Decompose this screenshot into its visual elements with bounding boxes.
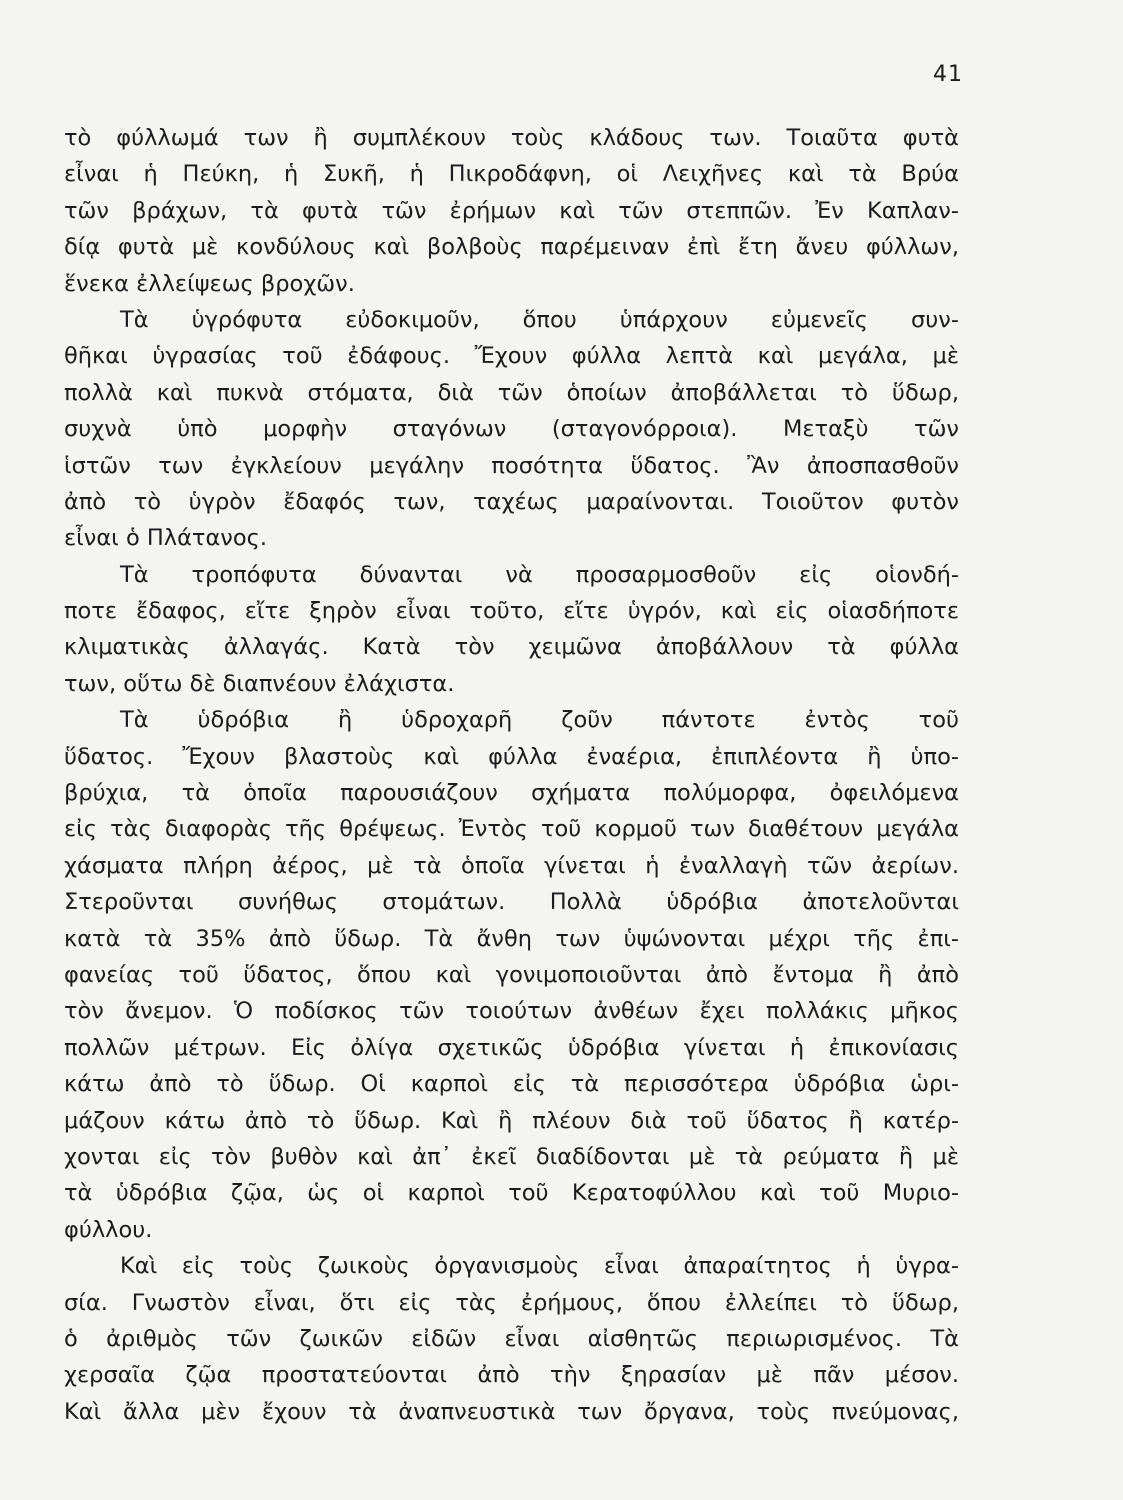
text-line: κατὰ τὰ 35% ἀπὸ ὕδωρ. Τὰ ἄνθη των ὑψώνονται μέχρι τῆς ἐπι-: [64, 925, 959, 952]
text-line: Στεροῦνται συνήθως στομάτων. Πολλὰ ὑδρόβια ἀποτελοῦνται: [64, 889, 959, 916]
paragraph-animals: [64, 1248, 959, 1430]
text-line: ἱστῶν των ἐγκλείουν μεγάλην ποσότητα ὕδατος. Ἂν ἀποσπασθοῦν: [64, 452, 959, 479]
page-number: 41: [933, 62, 963, 87]
text-line: πολλὰ καὶ πυκνὰ στόματα, διὰ τῶν ὁποίων ἀποβάλλεται τὸ ὕδωρ,: [64, 379, 959, 406]
text-line: των, οὕτω δὲ διαπνέουν ἐλάχιστα.: [64, 670, 455, 697]
text-line: θῆκαι ὑγρασίας τοῦ ἐδάφους. Ἔχουν φύλλα λεπτὰ καὶ μεγάλα, μὲ: [64, 343, 959, 370]
text-line: Καὶ ἄλλα μὲν ἔχουν τὰ ἀναπνευστικὰ των ὄργανα, τοὺς πνεύμονας,: [64, 1398, 959, 1425]
text-line: πολλῶν μέτρων. Εἰς ὀλίγα σχετικῶς ὑδρόβια γίνεται ἡ ἐπικονίασις: [64, 1034, 959, 1061]
text-line: ἕνεκα ἐλλείψεως βροχῶν.: [64, 270, 355, 297]
text-line: σία. Γνωστὸν εἶναι, ὅτι εἰς τὰς ἐρήμους, ὅπου ἐλλείπει τὸ ὕδωρ,: [64, 1289, 959, 1316]
text-line: Καὶ εἰς τοὺς ζωικοὺς ὀργανισμοὺς εἶναι ἀπαραίτητος ἡ ὑγρα-: [120, 1253, 959, 1280]
text-line: τὰ ὑδρόβια ζῷα, ὡς οἱ καρποὶ τοῦ Κερατοφύλλου καὶ τοῦ Μυριο-: [64, 1180, 959, 1207]
text-line: Τὰ ὑγρόφυτα εὐδοκιμοῦν, ὅπου ὑπάρχουν εὐμενεῖς συν-: [120, 306, 959, 333]
text-line: κάτω ἀπὸ τὸ ὕδωρ. Οἱ καρποὶ εἰς τὰ περισσότερα ὑδρόβια ὡρι-: [64, 1071, 959, 1098]
text-line: Τὰ τροπόφυτα δύνανται νὰ προσαρμοσθοῦν εἰς οἱονδή-: [120, 561, 959, 588]
text-line: τὸν ἄνεμον. Ὁ ποδίσκος τῶν τοιούτων ἀνθέων ἔχει πολλάκις μῆκος: [64, 998, 959, 1025]
text-line: ποτε ἔδαφος, εἴτε ξηρὸν εἶναι τοῦτο, εἴτε ὑγρόν, καὶ εἰς οἱασδήποτε: [64, 598, 959, 625]
text-line: φύλλου.: [64, 1216, 153, 1243]
text-line: μάζουν κάτω ἀπὸ τὸ ὕδωρ. Καὶ ἢ πλέουν διὰ τοῦ ὕδατος ἢ κατέρ-: [64, 1107, 959, 1134]
text-line: χάσματα πλήρη ἀέρος, μὲ τὰ ὁποῖα γίνεται ἡ ἐναλλαγὴ τῶν ἀερίων.: [64, 852, 959, 879]
text-line: συχνὰ ὑπὸ μορφὴν σταγόνων (σταγονόρροια). Μεταξὺ τῶν: [64, 416, 959, 443]
text-line: βρύχια, τὰ ὁποῖα παρουσιάζουν σχήματα πολύμορφα, ὀφειλόμενα: [64, 780, 959, 807]
text-line: ἀπὸ τὸ ὑγρὸν ἔδαφός των, ταχέως μαραίνονται. Τοιοῦτον φυτὸν: [64, 488, 959, 515]
text-line: ὕδατος. Ἔχουν βλαστοὺς καὶ φύλλα ἐναέρια, ἐπιπλέοντα ἢ ὑπο-: [64, 743, 959, 770]
text-line: εἶναι ὁ Πλάτανος.: [64, 525, 267, 552]
text-line: εἶναι ἡ Πεύκη, ἡ Συκῆ, ἡ Πικροδάφνη, οἱ Λειχῆνες καὶ τὰ Βρύα: [64, 161, 959, 188]
text-line: χονται εἰς τὸν βυθὸν καὶ ἀπ᾿ ἐκεῖ διαδίδονται μὲ τὰ ρεύματα ἢ μὲ: [64, 1143, 959, 1170]
paragraph-hygrophytes: [64, 302, 959, 557]
text-line: εἰς τὰς διαφορὰς τῆς θρέψεως. Ἐντὸς τοῦ κορμοῦ των διαθέτουν μεγάλα: [64, 816, 959, 843]
text-line: ὁ ἀριθμὸς τῶν ζωικῶν εἰδῶν εἶναι αἰσθητῶς περιωρισμένος. Τὰ: [64, 1325, 959, 1352]
text-line: τὸ φύλλωμά των ἢ συμπλέκουν τοὺς κλάδους των. Τοιαῦτα φυτὰ: [64, 125, 959, 151]
text-line: δίᾳ φυτὰ μὲ κονδύλους καὶ βολβοὺς παρέμειναν ἐπὶ ἔτη ἄνευ φύλλων,: [64, 234, 959, 261]
paragraph-hydrophytes: [64, 702, 959, 1248]
text-line: χερσαῖα ζῷα προστατεύονται ἀπὸ τὴν ξηρασίαν μὲ πᾶν μέσον.: [64, 1362, 959, 1389]
text-line: φανείας τοῦ ὕδατος, ὅπου καὶ γονιμοποιοῦνται ἀπὸ ἔντομα ἢ ἀπὸ: [64, 961, 959, 988]
text-line: τῶν βράχων, τὰ φυτὰ τῶν ἐρήμων καὶ τῶν στεππῶν. Ἐν Καπλαν-: [64, 197, 959, 224]
body-text: [64, 120, 959, 1430]
text-line: Τὰ ὑδρόβια ἢ ὑδροχαρῆ ζοῦν πάντοτε ἐντὸς τοῦ: [120, 707, 959, 734]
text-line: κλιματικὰς ἀλλαγάς. Κατὰ τὸν χειμῶνα ἀποβάλλουν τὰ φύλλα: [64, 634, 959, 661]
paragraph-tropophytes: [64, 557, 959, 703]
paragraph-continuation: [64, 120, 959, 302]
